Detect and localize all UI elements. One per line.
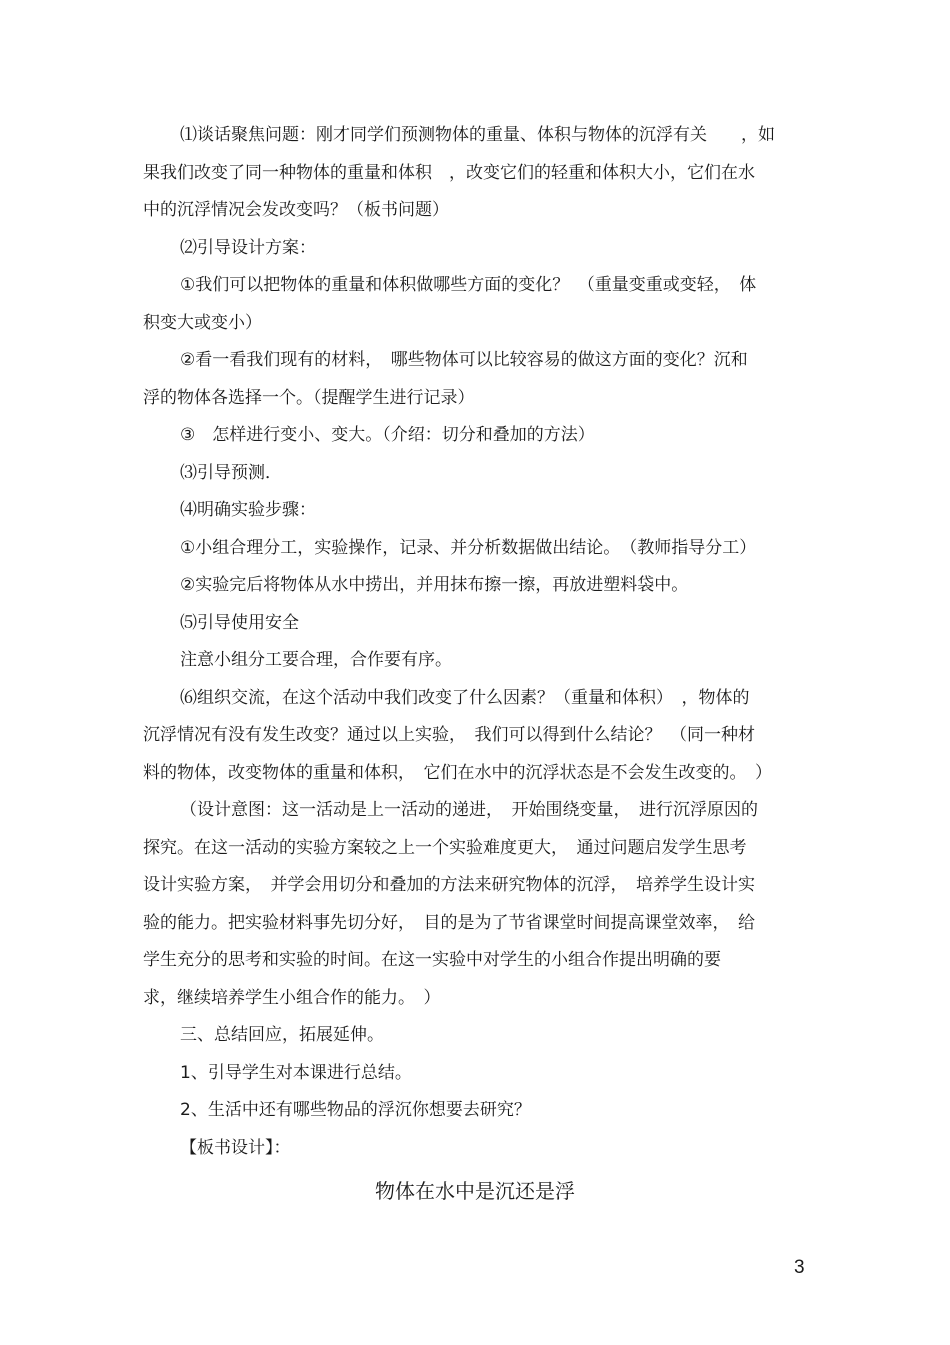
text-line: 求，继续培养学生小组合作的能力。 ） (143, 987, 441, 1008)
text-line: 中的沉浮情况会发改变吗？（板书问题） (143, 200, 449, 220)
text-line: 2、生活中还有哪些物品的浮沉你想要去研究？ (180, 1100, 531, 1120)
text-line: 积变大或变小） (143, 312, 262, 333)
text-line: （设计意图：这一活动是上一活动的递进， 开始围绕变量， 进行沉浮原因的 (180, 800, 758, 820)
text-line: ②看一看我们现有的材料， 哪些物体可以比较容易的做这方面的变化？沉和 (180, 350, 748, 370)
text-line: ⑴谈话聚焦问题：刚才同学们预测物体的重量、体积与物体的沉浮有关 ，如 (180, 125, 775, 145)
text-line: 设计实验方案， 并学会用切分和叠加的方法来研究物体的沉浮， 培养学生设计实 (143, 875, 755, 895)
text-line: ③ 怎样进行变小、变大。（介绍：切分和叠加的方法） (180, 425, 595, 445)
board-design-title: 物体在水中是沉还是浮 (375, 1179, 575, 1203)
text-line: ⑶引导预测． (180, 462, 282, 483)
text-line: ①小组合理分工，实验操作，记录、并分析数据做出结论。 （教师指导分工） (180, 537, 757, 558)
text-line: 浮的物体各选择一个。（提醒学生进行记录） (143, 387, 475, 408)
text-line: 学生充分的思考和实验的时间。在这一实验中对学生的小组合作提出明确的要 (143, 950, 721, 970)
text-line: 探究。在这一活动的实验方案较之上一个实验难度更大， 通过问题启发学生思考 (143, 837, 747, 858)
text-line: 【板书设计】： (180, 1137, 291, 1158)
text-line: 三、总结回应，拓展延伸。 (180, 1025, 384, 1045)
text-line: 料的物体，改变物体的重量和体积， 它们在水中的沉浮状态是不会发生改变的。 ） (143, 762, 772, 783)
text-line: ①我们可以把物体的重量和体积做哪些方面的变化？ （重量变重或变轻， 体 (180, 275, 757, 295)
text-line: ⑷明确实验步骤： (180, 500, 316, 520)
page-number: 3 (794, 1257, 805, 1278)
text-line: ⑵引导设计方案： (180, 237, 316, 258)
text-line: ⑹组织交流，在这个活动中我们改变了什么因素？（重量和体积） ，物体的 (180, 687, 750, 708)
text-line: 果我们改变了同一种物体的重量和体积 ，改变它们的轻重和体积大小，它们在水 (143, 162, 755, 183)
text-line: 1、引导学生对本课进行总结。 (180, 1062, 412, 1083)
text-line: ⑸引导使用安全 (180, 612, 299, 633)
text-line: 注意小组分工要合理，合作要有序。 (180, 650, 452, 670)
text-line: ②实验完后将物体从水中捞出，并用抹布擦一擦，再放进塑料袋中。 (180, 575, 689, 595)
text-line: 沉浮情况有没有发生改变？通过以上实验， 我们可以得到什么结论？ （同一种材 (143, 725, 755, 745)
text-line: 验的能力。把实验材料事先切分好， 目的是为了节省课堂时间提高课堂效率， 给 (143, 912, 755, 933)
